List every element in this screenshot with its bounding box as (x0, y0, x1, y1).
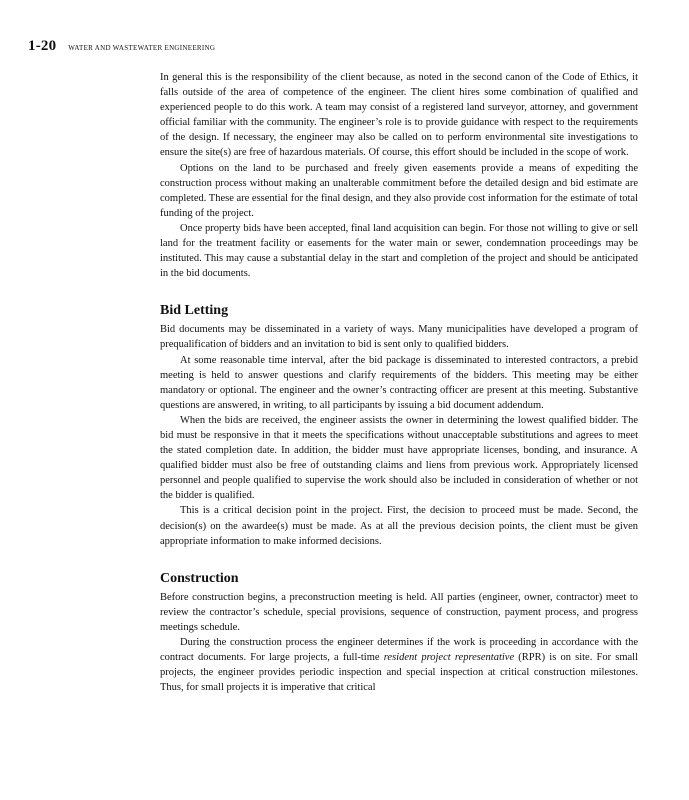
bid-letting-paragraph-4: This is a critical decision point in the project. First, the decision to proceed must be made. Second, the decision(s) on the awardee(s) must be made. As at all the previous decision points, the client must be given appropriate information to make informed decisions. (160, 505, 638, 547)
construction-paragraph-2-start: During the construction process the engineer determines if the work is proceeding in accordance with the contract documents. For large projects, a full-time (160, 637, 638, 664)
construction-paragraph-2 (160, 635, 638, 695)
page-body (160, 70, 638, 695)
construction-paragraph-1: Before construction begins, a preconstruction meeting is held. All parties (engineer, owner, contractor) meet to review the contractor’s schedule, special provisions, sequence of construction, payment process, and progress meetings schedule. (160, 591, 638, 633)
bid-letting-paragraph-1: Bid documents may be disseminated in a variety of ways. Many municipalities have developed a program of prequalification of bidders and an invitation to bid is sent only to qualified bidders. (160, 324, 638, 351)
bid-letting-paragraph-2: At some reasonable time interval, after the bid package is disseminated to interested contractors, a prebid meeting is held to answer questions and clarify requirements of the bidders. This meeting may be either mandatory or optional. The engineer and the owner’s contracting officer are present at this meeting. Substantive questions are answered, in writing, to all participants by issuing a bid document addendum. (160, 354, 638, 411)
intro-paragraph-3: Once property bids have been accepted, final land acquisition can begin. For those not willing to give or sell land for the treatment facility or easements for the water main or sewer, condemnation proceedings may be instituted. This may cause a substantial delay in the start and completion of the project and should be anticipated in the bid documents. (160, 222, 638, 280)
construction-heading: Construction (160, 570, 239, 586)
page-number: 1-20 (28, 38, 57, 54)
construction-paragraph-2-end: (RPR) is on site. For small projects, the engineer provides periodic inspection and special inspection at critical construction milestones. Thus, for small projects it is imperative that critical (160, 652, 638, 694)
intro-paragraph-1: In general this is the responsibility of the client because, as noted in the second canon of the Code of Ethics, it falls outside of the area of competence of the engineer. The client hires some combination of qualified and experienced people to do this work. A team may consist of a registered land surveyor, attorney, and government official familiar with the community. The engineer’s role is to provide guidance with respect to the requirements of the design. If necessary, the engineer may also be called on to perform environmental site investigations to ensure the site(s) are free of hazardous materials. Of course, this effort should be included in the scope of work. (160, 72, 638, 159)
bid-letting-heading: Bid Letting (160, 303, 229, 319)
running-head: WATER AND WASTEWATER ENGINEERING (68, 44, 216, 52)
rpr-term: resident project representative (383, 652, 515, 664)
intro-paragraph-2: Options on the land to be purchased and freely given easements provide a means of expediting the construction process without making an unalterable commitment before the detailed design and bid estimate are completed. These are essential for the final design, and they also provide cost information for the estimate of total funding of the project. (160, 162, 638, 219)
bid-letting-paragraph-3: When the bids are received, the engineer assists the owner in determining the lowest qualified bidder. The bid must be responsive in that it meets the specifications without unacceptable substitutions and agrees to meet the stated completion date. In addition, the bidder must have appropriate licenses, bonding, and insurance. A qualified bidder must also be free of outstanding claims and liens from previous work. Appropriately licensed personnel and people qualified to supervise the work should also be included in consideration of whether or not the bidder is qualified. (160, 414, 638, 502)
page-header (28, 38, 215, 55)
